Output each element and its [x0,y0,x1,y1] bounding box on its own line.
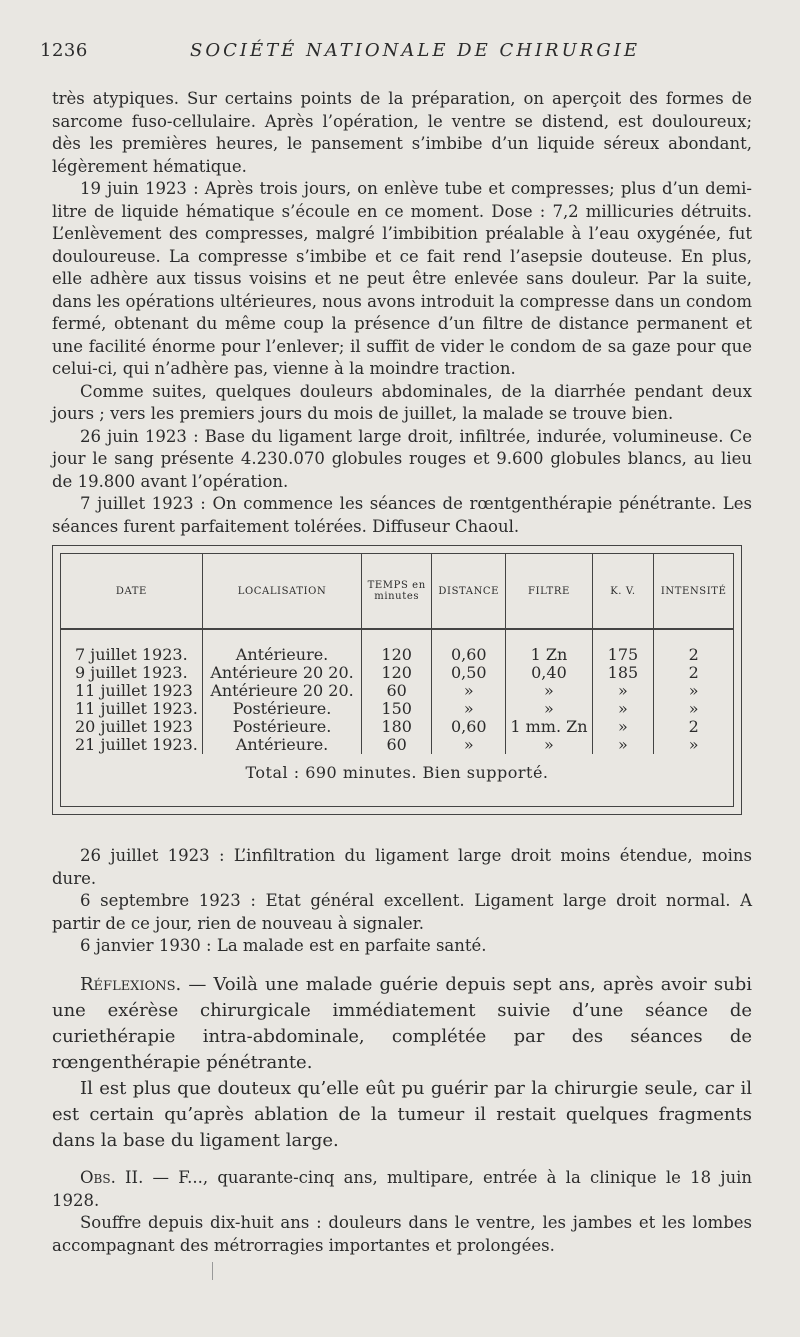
cell-distance: » [432,700,506,718]
cell-date: 20 juillet 1923 [61,718,202,736]
treatment-table [52,545,742,815]
cell-intensite: » [688,681,699,700]
column-header-filtre: FILTRE [506,554,592,629]
cell-kv: 175 [592,629,654,664]
cell-distance: 0,60 [432,718,506,736]
cell-localisation: Postérieure. [202,718,361,736]
table-row [61,700,733,718]
cell-date: 7 juillet 1923. [61,629,202,664]
column-header-temps: TEMPS en minutes [362,554,432,629]
cell-temps: 60 [362,736,432,754]
cell-filtre: » [506,682,592,700]
cell-temps: 120 [362,629,432,664]
running-title: SOCIÉTÉ NATIONALE DE CHIRURGIE [190,40,640,61]
cell-kv: » [592,682,654,700]
paragraph: 6 janvier 1930 : La malade est en parfaite santé. [80,936,487,955]
cell-distance: » [432,682,506,700]
cell-intensite: 2 [688,717,699,736]
paragraph: Comme suites, quelques douleurs abdominales, de la diarrhée pendant deux jours ; vers les premiers jours du mois de juillet, la malade se trouve bien. [52,381,752,423]
paragraph-text: — F..., quarante-cinq ans, multipare, entrée à la clinique le 18 juin 1928. [52,1168,752,1210]
cell-date: 11 juillet 1923. [61,700,202,718]
follow-up-block [52,845,752,958]
cell-temps: 60 [362,682,432,700]
cell-intensite: 2 [688,663,699,682]
cell-intensite: » [688,699,699,718]
paragraph: 7 juillet 1923 : On commence les séances de rœntgenthérapie pénétrante. Les séances furent parfaitement tolérées. Diffuseur Chaoul. [52,494,752,536]
paragraph: 26 juin 1923 : Base du ligament large droit, infiltrée, indurée, volumineuse. Ce jour le sang présente 4.230.070 globules rouges et 9.600 globules blancs, au lieu de 19.800 avant l’opération. [52,426,752,491]
cell-intensite: 2 [688,645,699,664]
table-row [61,736,733,754]
paragraph: 26 juillet 1923 : L’infiltration du ligament large droit moins étendue, moins dure. [52,846,752,888]
cell-kv: 185 [592,664,654,682]
column-header-intensite: INTENSITÉ [654,554,733,629]
section-label: Réflexions. [80,974,182,995]
cell-distance: 0,60 [432,629,506,664]
cell-localisation: Antérieure 20 20. [202,682,361,700]
table-row [61,682,733,700]
page-number: 1236 [40,40,88,61]
table-total: Total : 690 minutes. Bien supporté. [245,763,549,782]
table-row [61,629,733,664]
column-header-date: DATE [61,554,202,629]
cell-kv: » [592,700,654,718]
table-row [61,718,733,736]
paragraph: 19 juin 1923 : Après trois jours, on enlève tube et compresses; plus d’un demi-litre de liquide hématique s’écoule en ce moment. Dose : 7,2 millicuries détruits. L’enlèvement des compresses, malgré l’imbibition préalable à l’eau oxygénée, fut douloureuse. La compresse s’imbibe et ce fait rend l’asepsie douteuse. En plus, elle adhère aux tissus voisins et ne peut être enlevée sans douleur. Par la suite, dans les opérations ultérieures, nous avons introduit la compresse dans un condom fermé, obtenant du même coup la présence d’un filtre de distance permanent et une facilité énorme pour l’enlever; il suffit de vider le condom de sa gaze pour que celui-ci, qui n’adhère pas, vienne à la moindre traction. [52,179,752,378]
paragraph-text: — Voilà une malade guérie depuis sept ans, après avoir subi une exérèse chirurgicale immédiatement suivie d’une séance de curiethérapie intra-abdominale, complétée par des séances de rœngenthérapie pénétrante. [52,974,752,1073]
paragraph [52,1167,752,1212]
cell-temps: 180 [362,718,432,736]
cell-filtre: » [506,700,592,718]
paragraph: 6 septembre 1923 : Etat général excellent. Ligament large droit normal. A partir de ce jour, rien de nouveau à signaler. [52,891,752,933]
cell-intensite: » [688,735,699,754]
cell-distance: 0,50 [432,664,506,682]
cell-filtre: 0,40 [506,664,592,682]
column-header-distance: DISTANCE [432,554,506,629]
cell-localisation: Antérieure. [202,736,361,754]
page-header [40,40,760,64]
cell-date: 21 juillet 1923. [61,736,202,754]
sessions-table [61,554,733,754]
column-header-localisation: LOCALISATION [202,554,361,629]
cell-filtre: » [506,736,592,754]
paragraph: Il est plus que douteux qu’elle eût pu guérir par la chirurgie seule, car il est certain qu’après ablation de la tumeur il restait quelques fragments dans la base du ligament large. [52,1078,752,1151]
section-label: Obs. II. [80,1168,144,1187]
cell-date: 11 juillet 1923 [61,682,202,700]
column-header-kv: K. V. [592,554,654,629]
paragraph [52,972,752,1076]
observation-block [52,1167,752,1257]
cell-distance: » [432,736,506,754]
table-row [61,664,733,682]
cell-temps: 120 [362,664,432,682]
cell-localisation: Postérieure. [202,700,361,718]
cell-localisation: Antérieure 20 20. [202,664,361,682]
cell-filtre: 1 mm. Zn [506,718,592,736]
cell-localisation: Antérieure. [202,629,361,664]
cell-filtre: 1 Zn [506,629,592,664]
paragraph: Souffre depuis dix-huit ans : douleurs dans le ventre, les jambes et les lombes accompagnant des métrorragies importantes et prolongées. [52,1213,752,1255]
cell-kv: » [592,718,654,736]
print-mark [212,1262,213,1280]
cell-temps: 150 [362,700,432,718]
paragraph: très atypiques. Sur certains points de la préparation, on aperçoit des formes de sarcome fuso-cellulaire. Après l’opération, le ventre se distend, est douloureux; dès les premières heures, le pansement s’imbibe d’un liquide séreux abondant, légèrement hématique. [52,89,752,176]
case-notes-block [52,88,752,538]
cell-date: 9 juillet 1923. [61,664,202,682]
reflexions-block [52,972,752,1154]
cell-kv: » [592,736,654,754]
